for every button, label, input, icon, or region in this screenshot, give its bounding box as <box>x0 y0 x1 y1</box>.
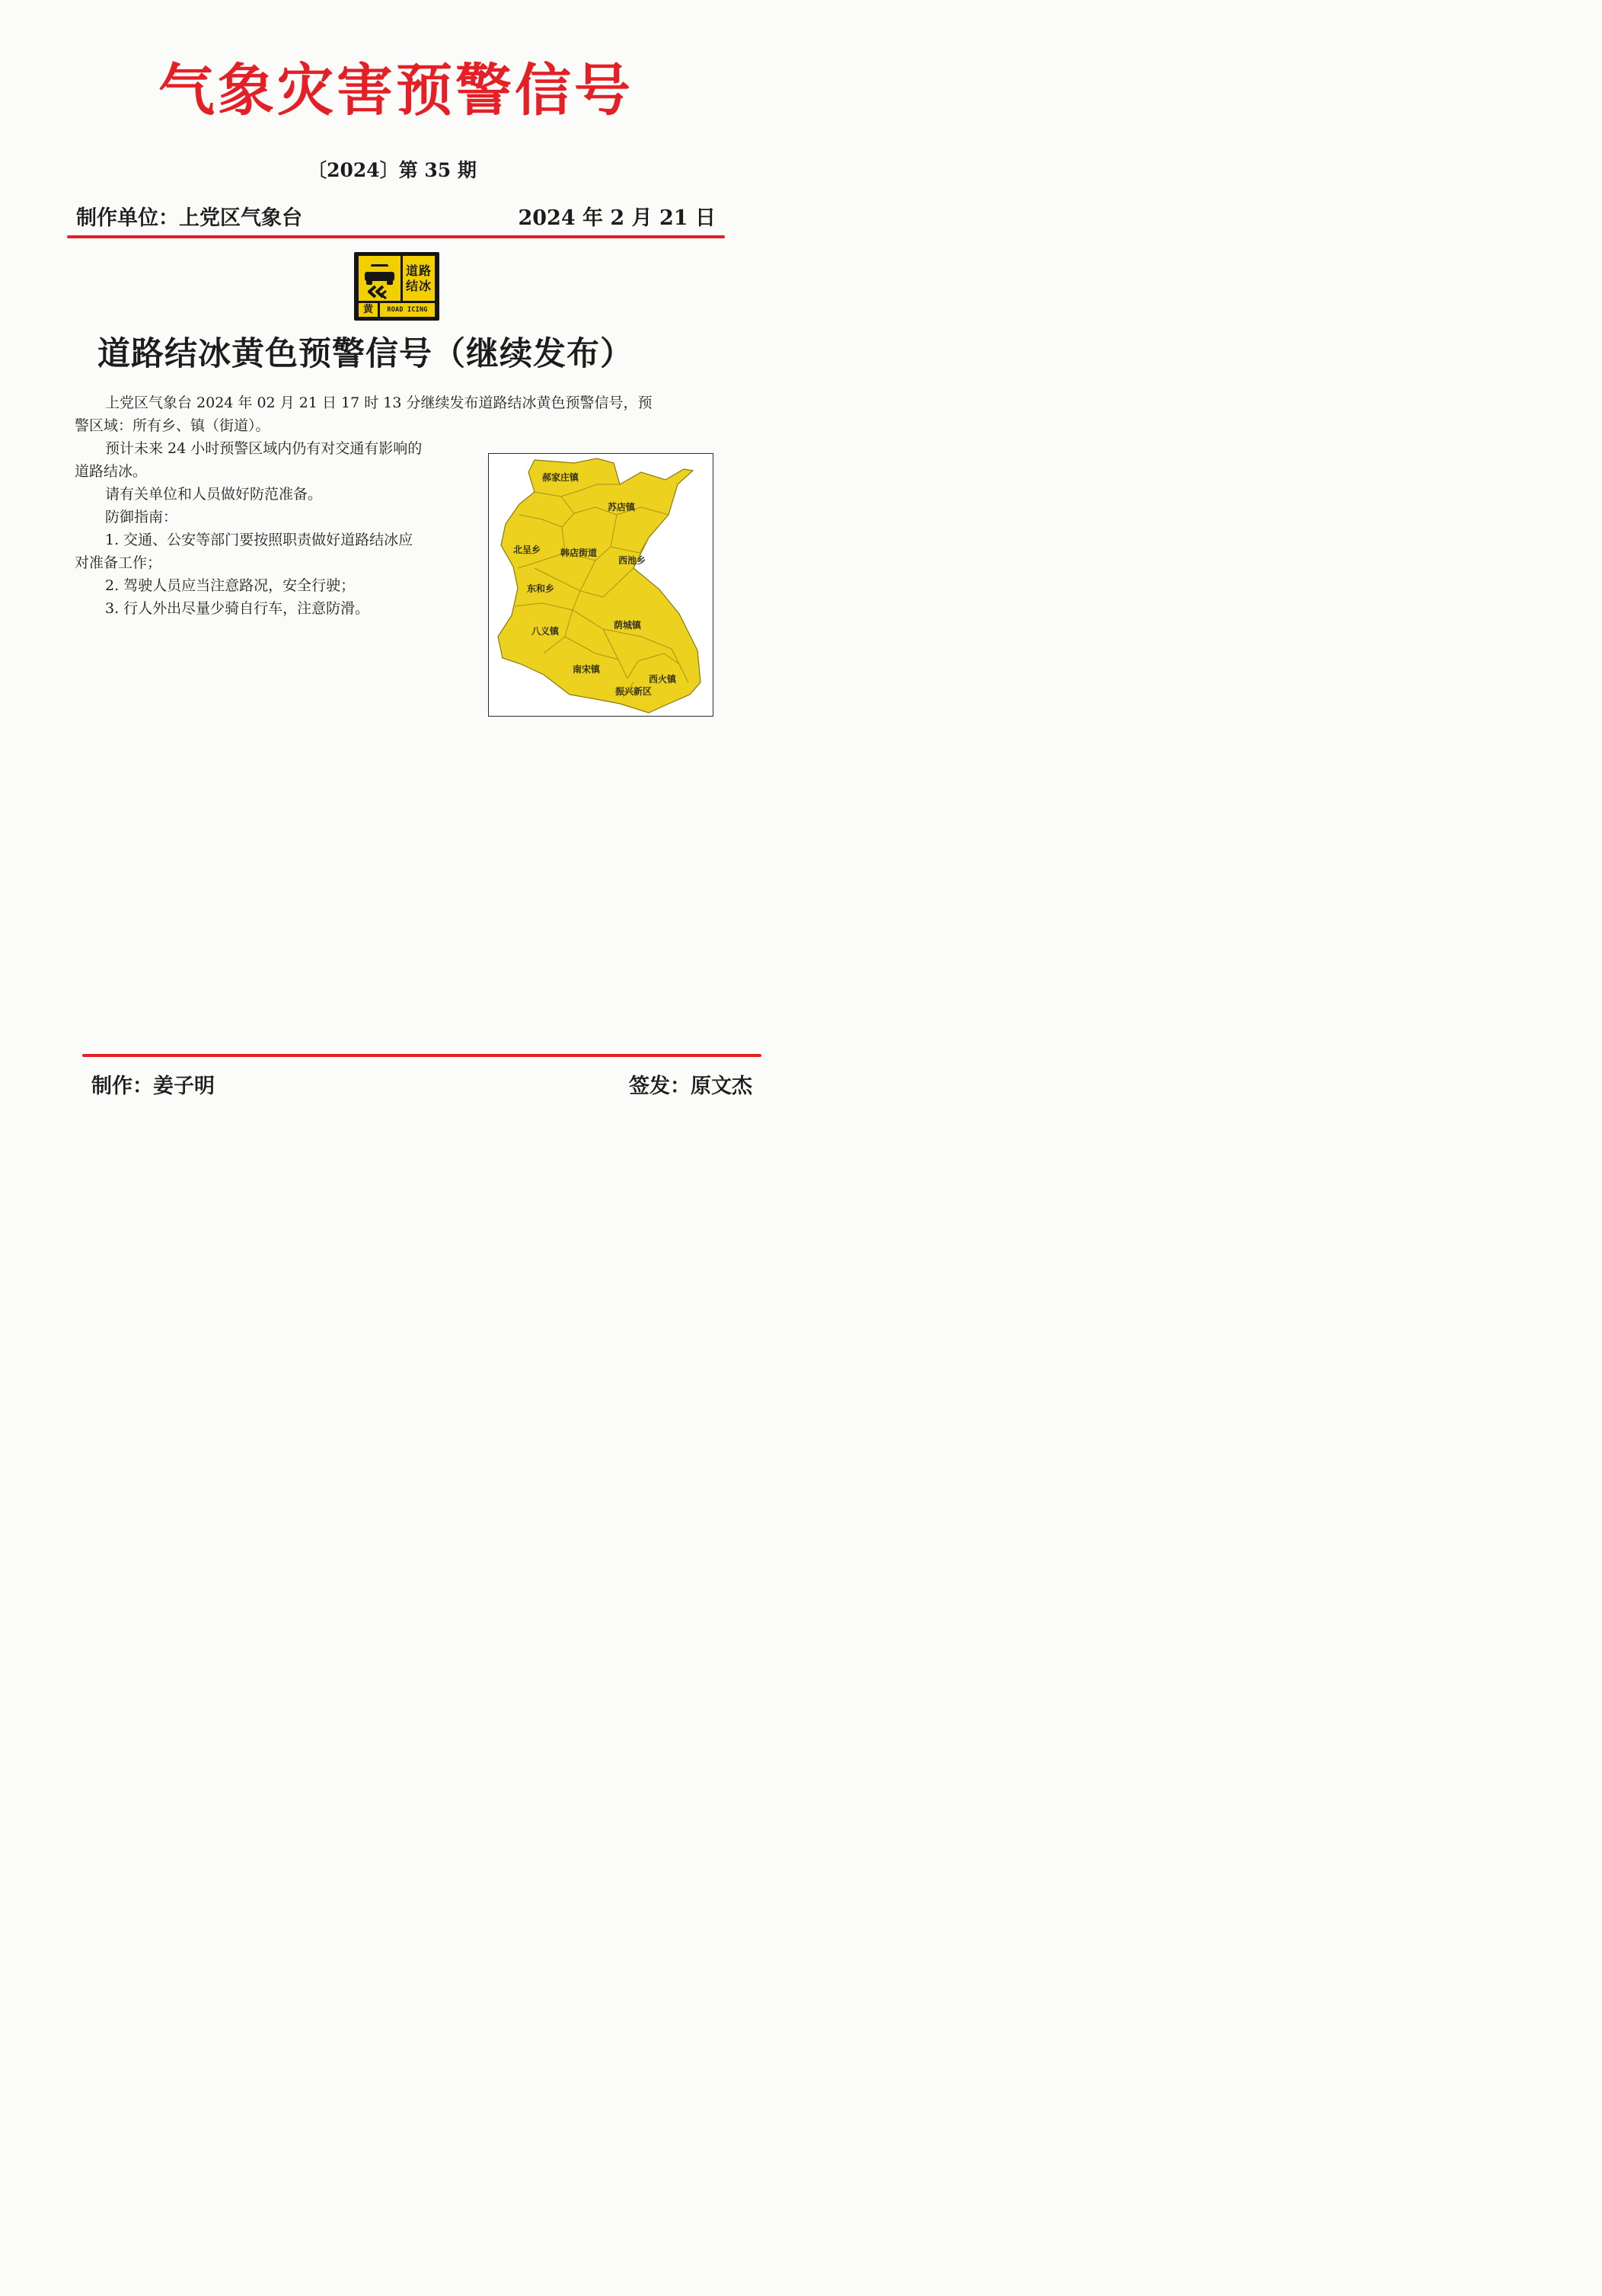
map-label-beicheng: 北呈乡 <box>513 544 541 555</box>
paragraph-3: 请有关单位和人员做好防范准备。 <box>105 486 323 503</box>
sign-level: 黄 <box>359 303 378 317</box>
paragraph-2-line-1: 预计未来 24 小时预警区域内仍有对交通有影响的 <box>105 440 423 457</box>
map-label-xichi: 西池乡 <box>618 555 646 566</box>
header-divider <box>67 235 725 238</box>
sign-english: ROAD ICING <box>380 303 435 317</box>
issue-date: 2024 年 2 月 21 日 <box>518 206 716 230</box>
guide-item-1-line-1: 1. 交通、公安等部门要按照职责做好道路结冰应 <box>105 532 413 548</box>
guide-item-2: 2. 驾驶人员应当注意路况，安全行驶； <box>105 577 356 594</box>
map-label-nansong: 南宋镇 <box>573 664 601 675</box>
guide-heading: 防御指南： <box>105 509 178 525</box>
paragraph-1-line-2: 警区域：所有乡、镇（街道）。 <box>75 417 270 434</box>
road-icing-yellow-sign <box>354 252 439 321</box>
guide-item-3: 3. 行人外出尽量少骑自行车，注意防滑。 <box>105 600 370 617</box>
guide-item-1-line-2: 对准备工作； <box>75 554 162 571</box>
paragraph-2-line-2: 道路结冰。 <box>75 463 148 480</box>
sign-chinese-text <box>403 256 435 301</box>
maker: 制作：姜子明 <box>91 1075 215 1098</box>
map-label-donghe: 东和乡 <box>527 583 555 594</box>
sign-text-line-2: 结冰 <box>405 278 432 293</box>
district-map-shape <box>489 454 713 716</box>
signer: 签发：原文杰 <box>629 1075 752 1098</box>
map-label-yincheng: 荫城镇 <box>614 620 642 631</box>
car-skid-icon <box>359 256 400 301</box>
sign-text-line-1: 道路 <box>405 263 432 278</box>
map-label-sudian: 苏店镇 <box>608 502 636 513</box>
warning-area-map <box>488 453 713 717</box>
document-title: 气象灾害预警信号 <box>158 58 633 123</box>
map-label-hejiazhuang: 郝家庄镇 <box>542 472 579 483</box>
map-label-bayi: 八义镇 <box>531 626 560 637</box>
map-label-handian: 韩店街道 <box>560 548 598 558</box>
footer-divider <box>82 1054 761 1057</box>
issue-number: 〔2024〕第 35 期 <box>308 159 477 181</box>
paragraph-1-line-1: 上党区气象台 2024 年 02 月 21 日 17 时 13 分继续发布道路结冰黄色预警信号，预 <box>105 394 653 411</box>
warning-title: 道路结冰黄色预警信号（继续发布） <box>97 335 633 373</box>
map-label-zhenxing: 振兴新区 <box>615 686 653 697</box>
map-label-xihuo: 西火镇 <box>649 674 677 685</box>
issuing-unit: 制作单位：上党区气象台 <box>76 206 302 230</box>
